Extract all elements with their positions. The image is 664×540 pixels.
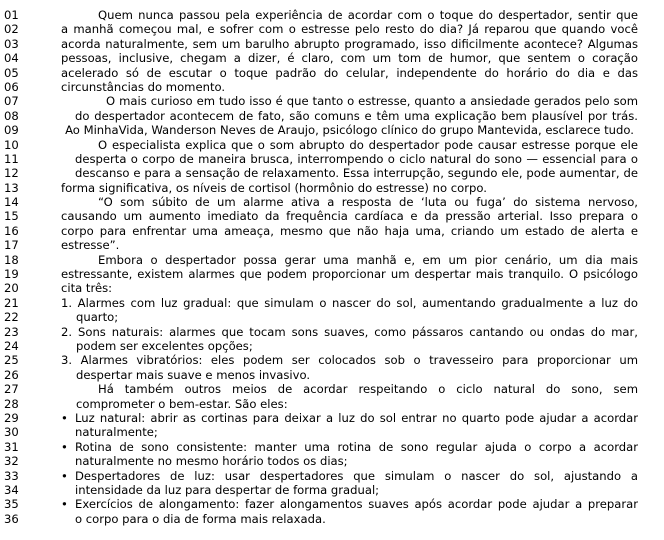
text-line <box>0 80 664 94</box>
text-line <box>0 253 664 267</box>
line-number: 36 <box>4 511 19 526</box>
line-number: 28 <box>4 396 19 411</box>
text-line <box>0 425 664 439</box>
text-line <box>0 166 664 180</box>
bullet-icon: • <box>61 410 68 425</box>
line-number: 25 <box>4 353 19 368</box>
line-text: o corpo para o dia de forma mais relaxada. <box>75 511 326 526</box>
line-text: corpo para enfrentar uma ameaça, mesmo que não haja uma, criando um estado de alerta e <box>61 223 638 238</box>
numbered-text-document <box>0 8 664 526</box>
line-text: Luz natural: abrir as cortinas para deixar a luz do sol entrar no quarto pode ajudar a acordar <box>75 410 638 425</box>
line-number: 06 <box>4 79 19 94</box>
line-number: 16 <box>4 223 19 238</box>
line-text: 2. Sons naturais: alarmes que tocam sons suaves, como pássaros cantando ou ondas do mar, <box>61 324 638 339</box>
text-line <box>0 267 664 281</box>
text-line <box>0 483 664 497</box>
line-text: estresse”. <box>61 238 120 253</box>
line-text: descanso e para a sensação de relaxamento. Essa interrupção, segundo ele, pode aumentar, de <box>75 166 638 181</box>
line-text: 1. Alarmes com luz gradual: que simulam o nascer do sol, aumentando gradualmente a luz do <box>61 295 638 310</box>
text-line <box>0 138 664 152</box>
line-number: 15 <box>4 209 19 224</box>
line-text: O especialista explica que o som abrupto do despertador pode causar estresse porque ele <box>98 137 638 152</box>
line-number: 27 <box>4 382 19 397</box>
line-number: 17 <box>4 238 19 253</box>
line-number: 26 <box>4 367 19 382</box>
bullet-icon: • <box>61 497 68 512</box>
line-number: 13 <box>4 180 19 195</box>
text-line <box>0 397 664 411</box>
line-text: a manhã começou mal, e sofrer com o estresse pelo resto do dia? Já reparou que quando você <box>61 22 638 37</box>
line-number: 02 <box>4 22 19 37</box>
text-line <box>0 22 664 36</box>
text-line <box>0 181 664 195</box>
text-line <box>0 382 664 396</box>
line-text: circunstâncias do momento. <box>61 79 226 94</box>
line-text: Há também outros meios de acordar respeitando o ciclo natural do sono, sem <box>98 382 638 397</box>
line-number: 04 <box>4 51 19 66</box>
line-number: 35 <box>4 497 19 512</box>
text-line <box>0 497 664 511</box>
text-line <box>0 209 664 223</box>
text-line <box>0 94 664 108</box>
line-number: 30 <box>4 425 19 440</box>
line-number: 01 <box>4 8 19 22</box>
line-number: 23 <box>4 324 19 339</box>
line-number: 21 <box>4 295 19 310</box>
text-line <box>0 152 664 166</box>
line-number: 14 <box>4 195 19 210</box>
text-line <box>0 37 664 51</box>
text-line <box>0 325 664 339</box>
text-line <box>0 454 664 468</box>
line-number: 22 <box>4 310 19 325</box>
line-number: 11 <box>4 151 19 166</box>
line-text: podem ser excelentes opções; <box>76 338 253 353</box>
text-line <box>0 411 664 425</box>
line-text: Embora o despertador possa gerar uma manhã e, em um pior cenário, um dia mais <box>98 252 638 267</box>
line-text: Exercícios de alongamento: fazer alongamentos suaves após acordar pode ajudar a preparar <box>75 497 638 512</box>
text-line <box>0 469 664 483</box>
line-text: quarto; <box>76 310 119 325</box>
line-text: do despertador acontecem de fato, são comuns e têm uma explicação bem plausível por trás. <box>75 108 638 123</box>
text-line <box>0 310 664 324</box>
text-line <box>0 51 664 65</box>
text-line <box>0 8 664 22</box>
line-text: Rotina de sono consistente: manter uma rotina de sono regular ajuda o corpo a acordar <box>75 439 638 454</box>
line-number: 32 <box>4 454 19 469</box>
text-line <box>0 368 664 382</box>
line-text: despertar mais suave e menos invasivo. <box>76 367 311 382</box>
line-text: intensidade da luz para despertar de forma gradual; <box>75 482 380 497</box>
line-text: comprometer o bem-estar. São eles: <box>76 396 288 411</box>
line-number: 10 <box>4 137 19 152</box>
line-text: Quem nunca passou pela experiência de acordar com o toque do despertador, sentir que <box>98 8 638 22</box>
text-line <box>0 195 664 209</box>
line-number: 33 <box>4 468 19 483</box>
line-text: O mais curioso em tudo isso é que tanto o estresse, quanto a ansiedade gerados pelo som <box>106 94 638 109</box>
line-text: Ao MinhaVida, Wanderson Neves de Araujo, psicólogo clínico do grupo Mantevida, esclarece tudo. <box>65 123 634 138</box>
line-number: 05 <box>4 65 19 80</box>
text-line <box>0 238 664 252</box>
text-line <box>0 109 664 123</box>
line-number: 08 <box>4 108 19 123</box>
line-number: 07 <box>4 94 19 109</box>
text-line <box>0 353 664 367</box>
line-text: acelerado só de escutar o toque padrão do celular, independente do horário do dia e das <box>61 65 638 80</box>
line-text: Despertadores de luz: usar despertadores que simulam o nascer do sol, ajustando a <box>75 468 638 483</box>
text-line <box>0 512 664 526</box>
line-text: cita três: <box>61 281 113 296</box>
line-number: 31 <box>4 439 19 454</box>
line-number: 20 <box>4 281 19 296</box>
bullet-icon: • <box>61 439 68 454</box>
line-number: 03 <box>4 36 19 51</box>
line-text: pessoas, inclusive, chegam a dizer, é claro, com um tom de humor, que sentem o coração <box>61 51 638 66</box>
text-line <box>0 339 664 353</box>
text-line <box>0 281 664 295</box>
line-number: 09 <box>4 123 19 138</box>
text-line <box>0 66 664 80</box>
line-number: 24 <box>4 338 19 353</box>
text-line <box>0 440 664 454</box>
text-line <box>0 224 664 238</box>
text-line <box>0 123 664 137</box>
line-text: acorda naturalmente, sem um barulho abrupto programado, isso dificilmente acontece? Algumas <box>61 36 638 51</box>
line-text: naturalmente no mesmo horário todos os dias; <box>75 454 348 469</box>
line-number: 19 <box>4 267 19 282</box>
line-number: 18 <box>4 252 19 267</box>
line-number: 29 <box>4 410 19 425</box>
line-text: forma significativa, os níveis de cortisol (hormônio do estresse) no corpo. <box>61 180 487 195</box>
line-number: 12 <box>4 166 19 181</box>
bullet-icon: • <box>61 468 68 483</box>
line-text: desperta o corpo de maneira brusca, interrompendo o ciclo natural do sono — essencial para o <box>75 151 638 166</box>
line-text: estressante, existem alarmes que podem proporcionar um despertar mais tranquilo. O psicólogo <box>61 267 638 282</box>
line-text: causando um aumento imediato da frequência cardíaca e da pressão arterial. Isso prepara o <box>61 209 638 224</box>
line-number: 34 <box>4 482 19 497</box>
line-text: 3. Alarmes vibratórios: eles podem ser colocados sob o travesseiro para proporcionar um <box>61 353 638 368</box>
text-line <box>0 296 664 310</box>
line-text: “O som súbito de um alarme ativa a resposta de ‘luta ou fuga’ do sistema nervoso, <box>98 195 638 210</box>
line-text: naturalmente; <box>75 425 158 440</box>
